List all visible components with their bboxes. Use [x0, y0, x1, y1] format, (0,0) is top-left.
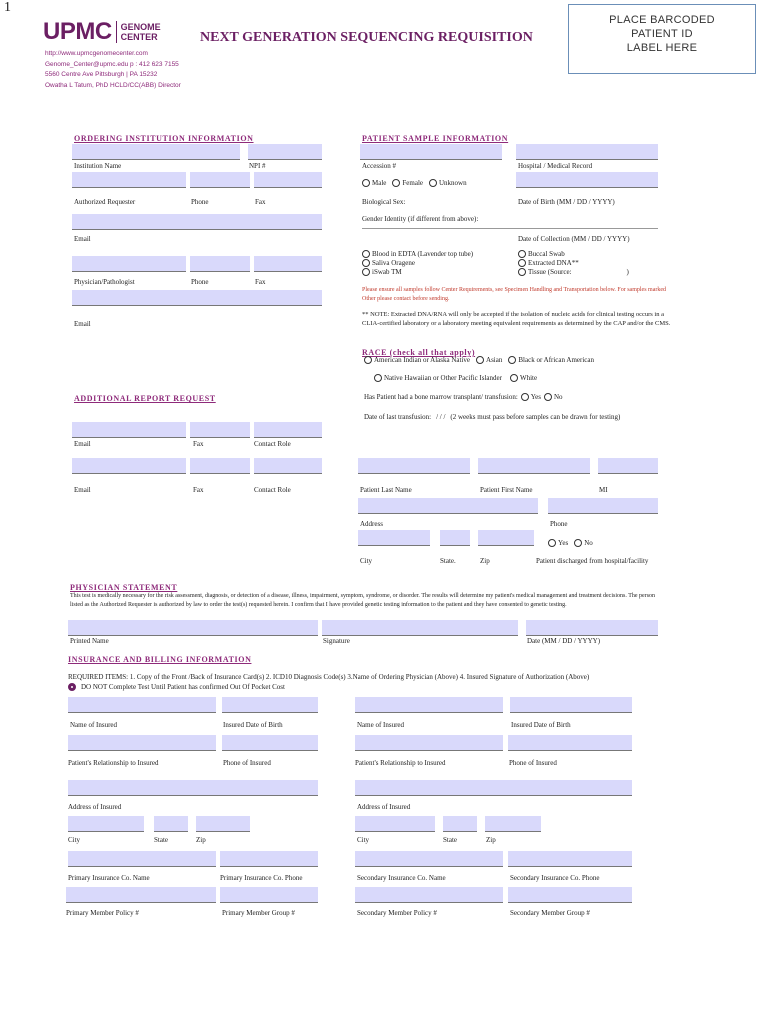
- patient-last-name-field[interactable]: [358, 458, 470, 474]
- secondary-group-label: Secondary Member Group #: [510, 909, 590, 917]
- primary-ins-name-label: Primary Insurance Co. Name: [68, 874, 150, 882]
- primary-group-field[interactable]: [220, 887, 318, 903]
- dna-note: ** NOTE: Extracted DNA/RNA will only be accepted if the isolation of nucleic acids for clinical testing occurs in a CLIA-certified laboratory or a laboratory meeting equivalent requirements as determined by the CAP and/or the CMS.: [362, 311, 671, 327]
- secondary-state-label: State: [443, 836, 457, 844]
- report-fax2-label: Fax: [193, 486, 204, 494]
- secondary-insured-dob-label: Insured Date of Birth: [511, 721, 571, 729]
- report-heading: ADDITIONAL REPORT REQUEST: [74, 394, 216, 403]
- secondary-insured-name-label: Name of Insured: [357, 721, 405, 729]
- primary-ins-phone-field[interactable]: [220, 851, 318, 867]
- physician-label: Physician/Pathologist: [74, 278, 135, 286]
- primary-ins-name-field[interactable]: [68, 851, 216, 867]
- primary-insured-name-field[interactable]: [68, 697, 216, 713]
- address-line: 5560 Centre Ave Pittsburgh | PA 15232: [45, 71, 158, 78]
- hospital-record-label: Hospital / Medical Record: [518, 162, 593, 170]
- sex-option-unknown[interactable]: Unknown: [429, 179, 467, 187]
- upmc-logo: [43, 18, 161, 46]
- radio-icon: [548, 539, 556, 547]
- radio-icon: [518, 259, 526, 267]
- website-link[interactable]: http://www.upmcgenomecenter.com: [45, 50, 148, 57]
- signature-field[interactable]: [322, 620, 518, 636]
- race-row2: [374, 374, 537, 382]
- patient-first-name-field[interactable]: [478, 458, 590, 474]
- specimen-blood[interactable]: Blood in EDTA (Lavender top tube): [362, 250, 473, 259]
- secondary-city-field[interactable]: [355, 816, 435, 832]
- patient-mi-field[interactable]: [598, 458, 658, 474]
- requester-email-label: Email: [74, 235, 91, 243]
- physician-phone-field[interactable]: [190, 256, 250, 272]
- last-transfusion-row: Date of last transfusion: / / / (2 weeks must pass before samples can be drawn for testing): [364, 413, 621, 421]
- primary-phone-field[interactable]: [222, 735, 318, 751]
- patient-state-label: State.: [440, 557, 456, 565]
- dob-label: Date of Birth (MM / DD / YYYY): [518, 198, 615, 206]
- race-row1: [364, 356, 594, 364]
- secondary-ins-name-label: Secondary Insurance Co. Name: [357, 874, 446, 882]
- specimen-left-list: [362, 250, 473, 277]
- patient-first-name-label: Patient First Name: [480, 486, 533, 494]
- transplant-question: Has Patient had a bone marrow transplant/ transfusion: Yes No: [364, 393, 563, 402]
- secondary-phone-label: Phone of Insured: [509, 759, 557, 767]
- patient-sample-heading: PATIENT SAMPLE INFORMATION: [362, 134, 509, 143]
- secondary-ins-name-field[interactable]: [355, 851, 503, 867]
- printed-name-field[interactable]: [68, 620, 318, 636]
- sex-option-female[interactable]: Female: [392, 179, 423, 187]
- requirements-note: Please ensure all samples follow Center Requirements, see Specimen Handling and Transportation below. For samples marked Other please contact before sending.: [362, 287, 667, 302]
- primary-ins-phone-label: Primary Insurance Co. Phone: [220, 874, 303, 882]
- director-line: Owatha L Tatum, PhD HCLD/CC(ABB) Director: [45, 81, 181, 89]
- logo-main: UPMC: [43, 18, 112, 45]
- radio-icon: [518, 268, 526, 276]
- report-role2-field[interactable]: [254, 458, 322, 474]
- primary-group-label: Primary Member Group #: [222, 909, 295, 917]
- specimen-saliva[interactable]: Saliva Oragene: [362, 259, 473, 268]
- race-white[interactable]: White: [510, 374, 537, 382]
- primary-city-field[interactable]: [68, 816, 144, 832]
- race-asian[interactable]: Asian: [476, 356, 502, 364]
- radio-icon: [362, 259, 370, 267]
- patient-mi-label: MI: [599, 486, 608, 494]
- authorized-requester-field[interactable]: [72, 172, 186, 188]
- specimen-buccal[interactable]: Buccal Swab: [518, 250, 629, 259]
- patient-zip-field[interactable]: [478, 530, 534, 546]
- primary-insured-dob-field[interactable]: [222, 697, 318, 713]
- biological-sex-label: Biological Sex:: [362, 198, 406, 206]
- patient-phone-label: Phone: [550, 520, 568, 528]
- patient-phone-field[interactable]: [548, 498, 658, 514]
- report-role-label: Contact Role: [254, 440, 291, 448]
- report-email-label: Email: [74, 440, 91, 448]
- secondary-group-field[interactable]: [508, 887, 632, 903]
- contact-block: [45, 49, 181, 91]
- statement-date-field[interactable]: [526, 620, 658, 636]
- secondary-relationship-field[interactable]: [355, 735, 503, 751]
- requester-fax-label: Fax: [255, 198, 266, 206]
- patient-city-field[interactable]: [358, 530, 430, 546]
- report-email2-label: Email: [74, 486, 91, 494]
- secondary-phone-field[interactable]: [508, 735, 632, 751]
- physician-email-label: Email: [74, 320, 91, 328]
- physician-statement-text: This test is medically necessary for the risk assessment, diagnosis, or detection of a disease, illness, impairment, symptom, syndrome, or disorder. The results will determine my patient's medical management and treatment decisions. The person listed as the Authorized Requester is authorized by law to order the test(s) requested herein. I confirm that I have provided genetic testing information to the patient and they have consented to genetic testing.: [70, 593, 656, 608]
- secondary-ins-phone-label: Secondary Insurance Co. Phone: [510, 874, 600, 882]
- specimen-dna[interactable]: Extracted DNA**: [518, 259, 629, 268]
- logo-sub2: CENTER: [120, 32, 158, 42]
- secondary-relationship-label: Patient's Relationship to Insured: [355, 759, 446, 767]
- barcode-line1: PLACE BARCODED: [609, 14, 715, 26]
- discharged-no[interactable]: No: [574, 539, 593, 547]
- sex-options: [362, 179, 467, 187]
- primary-zip-field[interactable]: [196, 816, 250, 832]
- barcode-box: [568, 4, 756, 74]
- email-phone: Genome_Center@upmc.edu p : 412 623 7155: [45, 60, 179, 68]
- npi-label: NPI #: [249, 162, 266, 170]
- secondary-zip-field[interactable]: [485, 816, 541, 832]
- radio-icon: [362, 268, 370, 276]
- radio-icon: [374, 374, 382, 382]
- transplant-no[interactable]: No: [544, 393, 563, 401]
- requester-phone-label: Phone: [191, 198, 209, 206]
- discharged-yes[interactable]: Yes: [548, 539, 568, 547]
- primary-relationship-field[interactable]: [68, 735, 216, 751]
- radio-icon: [362, 179, 370, 187]
- race-pacific-islander[interactable]: Native Hawaiian or Other Pacific Islander: [374, 374, 502, 382]
- primary-address-label: Address of Insured: [68, 803, 122, 811]
- report-role-field[interactable]: [254, 422, 322, 438]
- selected-radio-icon[interactable]: [68, 683, 76, 691]
- page-title: NEXT GENERATION SEQUENCING REQUISITION: [200, 30, 533, 45]
- insurance-heading: INSURANCE AND BILLING INFORMATION: [68, 655, 252, 664]
- do-not-complete: DO NOT Complete Test Until Patient has confirmed Out Of Pocket Cost: [68, 683, 285, 691]
- dob-field[interactable]: [516, 172, 658, 188]
- report-email-field[interactable]: [72, 422, 186, 438]
- institution-name-field[interactable]: [72, 144, 240, 160]
- sex-option-male[interactable]: Male: [362, 179, 386, 187]
- primary-policy-label: Primary Member Policy #: [66, 909, 139, 917]
- specimen-iswab[interactable]: iSwab TM: [362, 268, 473, 277]
- accession-label: Accession #: [362, 162, 397, 170]
- patient-state-field[interactable]: [440, 530, 470, 546]
- report-fax-field[interactable]: [190, 422, 250, 438]
- radio-icon: [364, 356, 372, 364]
- authorized-requester-label: Authorized Requester: [74, 198, 136, 206]
- radio-icon: [510, 374, 518, 382]
- gender-identity-line[interactable]: [362, 228, 658, 229]
- primary-insured-name-label: Name of Insured: [70, 721, 118, 729]
- requester-email-field[interactable]: [72, 214, 322, 230]
- radio-icon: [544, 393, 552, 401]
- barcode-line2: PATIENT ID: [631, 28, 693, 40]
- transfusion-date-input[interactable]: / / /: [436, 413, 446, 421]
- institution-name-label: Institution Name: [74, 162, 122, 170]
- physician-phone-label: Phone: [191, 278, 209, 286]
- hospital-record-field[interactable]: [516, 144, 658, 160]
- primary-relationship-label: Patient's Relationship to Insured: [68, 759, 159, 767]
- report-fax2-field[interactable]: [190, 458, 250, 474]
- primary-address-field[interactable]: [68, 780, 318, 796]
- collection-date-label: Date of Collection (MM / DD / YYYY): [518, 235, 630, 243]
- discharged-options: [548, 539, 593, 547]
- requester-phone-field[interactable]: [190, 172, 250, 188]
- race-american-indian[interactable]: American Indian or Alaska Native: [364, 356, 470, 364]
- radio-icon: [521, 393, 529, 401]
- gender-identity-label: Gender Identity (if different from above):: [362, 215, 479, 223]
- secondary-policy-label: Secondary Member Policy #: [357, 909, 437, 917]
- patient-city-label: City: [360, 557, 373, 565]
- secondary-address-label: Address of Insured: [357, 803, 411, 811]
- secondary-policy-field[interactable]: [355, 887, 503, 903]
- race-black[interactable]: Black or African American: [508, 356, 594, 364]
- npi-field[interactable]: [248, 144, 322, 160]
- radio-icon: [574, 539, 582, 547]
- specimen-right-list: [518, 250, 629, 277]
- primary-policy-field[interactable]: [66, 887, 216, 903]
- radio-icon: [392, 179, 400, 187]
- radio-icon: [429, 179, 437, 187]
- secondary-ins-phone-field[interactable]: [508, 851, 632, 867]
- radio-icon: [518, 250, 526, 258]
- secondary-insured-dob-field[interactable]: [510, 697, 632, 713]
- patient-last-name-label: Patient Last Name: [360, 486, 412, 494]
- page-number: 1: [4, 0, 11, 15]
- physician-statement-heading: PHYSICIAN STATEMENT: [70, 583, 178, 592]
- physician-email-field[interactable]: [72, 290, 322, 306]
- logo-sub1: GENOME: [120, 22, 161, 32]
- physician-field[interactable]: [72, 256, 186, 272]
- report-fax-label: Fax: [193, 440, 204, 448]
- report-role2-label: Contact Role: [254, 486, 291, 494]
- ordering-heading: ORDERING INSTITUTION INFORMATION: [74, 134, 254, 143]
- statement-date-label: Date (MM / DD / YYYY): [527, 637, 601, 645]
- physician-fax-field[interactable]: [254, 256, 322, 272]
- primary-insured-dob-label: Insured Date of Birth: [223, 721, 283, 729]
- signature-label: Signature: [323, 637, 350, 645]
- secondary-state-field[interactable]: [443, 816, 477, 832]
- secondary-zip-label: Zip: [486, 836, 496, 844]
- radio-icon: [476, 356, 484, 364]
- transplant-yes[interactable]: Yes: [521, 393, 541, 401]
- accession-field[interactable]: [360, 144, 502, 160]
- radio-icon: [362, 250, 370, 258]
- barcode-line3: LABEL HERE: [626, 42, 698, 54]
- report-email2-field[interactable]: [72, 458, 186, 474]
- primary-phone-label: Phone of Insured: [223, 759, 271, 767]
- primary-state-field[interactable]: [154, 816, 188, 832]
- primary-city-label: City: [68, 836, 81, 844]
- specimen-tissue[interactable]: Tissue (Source: ): [518, 268, 629, 277]
- secondary-address-field[interactable]: [355, 780, 632, 796]
- secondary-city-label: City: [357, 836, 370, 844]
- primary-zip-label: Zip: [196, 836, 206, 844]
- patient-address-label: Address: [360, 520, 383, 528]
- secondary-insured-name-field[interactable]: [355, 697, 503, 713]
- printed-name-label: Printed Name: [70, 637, 109, 645]
- requester-fax-field[interactable]: [254, 172, 322, 188]
- discharged-label: Patient discharged from hospital/facility: [536, 557, 649, 565]
- radio-icon: [508, 356, 516, 364]
- physician-fax-label: Fax: [255, 278, 266, 286]
- patient-zip-label: Zip: [480, 557, 490, 565]
- insurance-required: REQUIRED ITEMS: 1. Copy of the Front /Back of Insurance Card(s) 2. ICD10 Diagnosis Code(s) 3.Name of Ordering Physician (Above) 4. Insured Signature of Authorization (Above): [68, 673, 590, 681]
- patient-address-field[interactable]: [358, 498, 538, 514]
- primary-state-label: State: [154, 836, 168, 844]
- race-heading: RACE (check all that apply): [362, 348, 476, 357]
